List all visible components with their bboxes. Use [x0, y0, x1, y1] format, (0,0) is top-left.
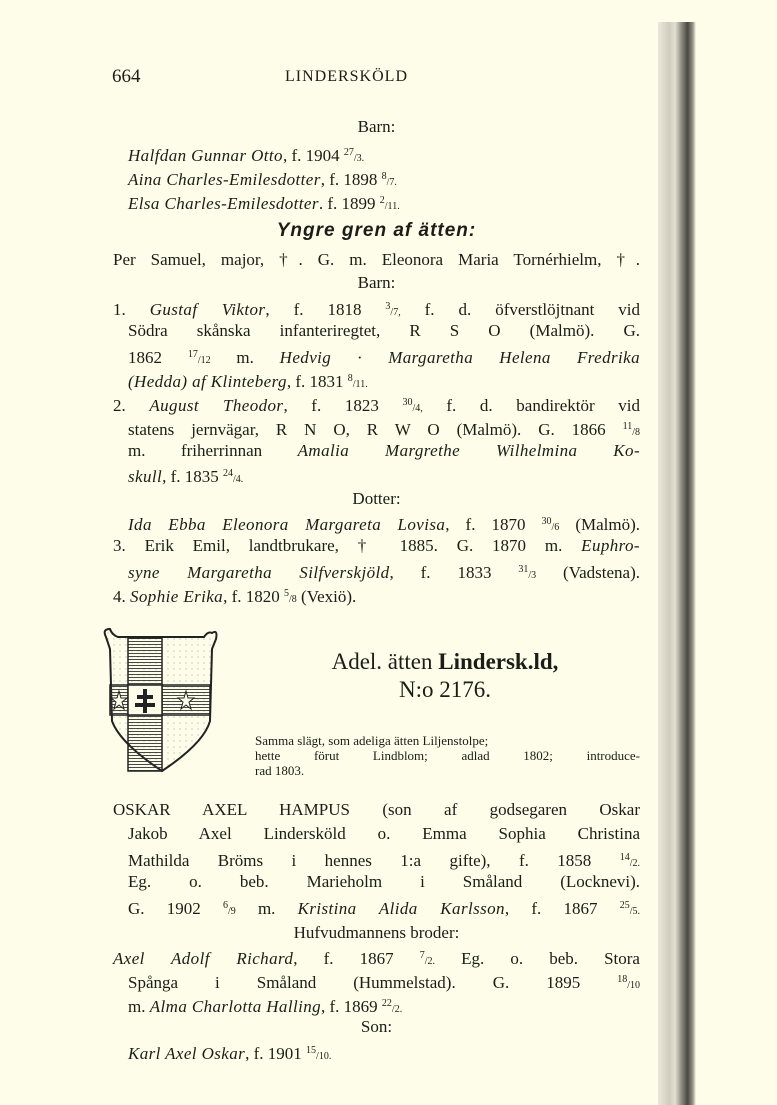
date-fraction: /7.: [386, 177, 397, 188]
text-line: [113, 220, 640, 242]
date-fraction: 18: [617, 974, 628, 985]
text-segment: , f. 1869: [321, 997, 382, 1016]
text-line: [128, 320, 640, 342]
text-segment: , f. 1901: [245, 1044, 307, 1063]
date-fraction: 2: [379, 195, 385, 206]
text-segment: , f. 1835: [162, 467, 224, 486]
text-line: [113, 116, 640, 138]
date-fraction: 8: [381, 171, 387, 182]
text-segment: Barn:: [357, 273, 396, 292]
date-fraction: 8: [347, 373, 353, 384]
date-fraction: 25: [619, 900, 630, 911]
date-fraction: 7: [419, 950, 425, 961]
text-segment: Samma slägt, som adeliga ätten Liljenstolpe;: [255, 733, 489, 748]
name-text: syne Margaretha Silfverskjöld: [128, 563, 390, 582]
text-segment: , f. 1831: [286, 372, 348, 391]
text-segment: OSKAR AXEL HAMPUS (son af godsegaren Oskar: [113, 800, 640, 819]
text-segment: , f. 1867: [504, 899, 620, 918]
date-fraction: /10: [627, 980, 640, 991]
name-text: Halfdan Gunnar Otto: [128, 146, 283, 165]
date-fraction: /5.: [629, 906, 640, 917]
section-heading: Yngre gren af ätten:: [276, 220, 477, 241]
date-fraction: /3: [528, 570, 537, 581]
text-segment: f. d. bandirektör vid: [422, 396, 640, 415]
text-line: [113, 535, 640, 557]
text-segment: G. 1902: [128, 899, 223, 918]
text-segment: N:o 2176.: [399, 677, 491, 702]
page-number: 664: [112, 66, 141, 87]
name-text: skull: [128, 467, 163, 486]
text-segment: m.: [128, 997, 150, 1016]
text-line: [250, 648, 640, 676]
date-fraction: /11.: [384, 201, 400, 212]
text-segment: rad 1803.: [255, 763, 305, 778]
text-line: [128, 895, 640, 923]
date-fraction: /6: [551, 522, 560, 533]
text-segment: m.: [235, 899, 298, 918]
text-segment: 4.: [113, 587, 130, 606]
text-segment: Per Samuel, major, †. G. m. Eleonora Maria Tornérhielm, †.: [113, 250, 640, 269]
text-line: [113, 488, 640, 510]
text-line: [113, 583, 640, 611]
text-segment: , f. 1833: [389, 563, 519, 582]
text-line: [255, 733, 640, 748]
text-segment: , f. 1898: [320, 170, 382, 189]
text-line: [113, 922, 640, 944]
text-segment: Spånga i Småland (Hummelstad). G. 1895: [128, 973, 618, 992]
name-text: Axel Adolf Richard: [113, 949, 294, 968]
date-fraction: /9: [227, 906, 236, 917]
text-segment: Södra skånska infanteriregtet, R S O (Malmö). G.: [128, 321, 640, 340]
text-segment: (Vadstena).: [536, 563, 640, 582]
name-text: Alma Charlotta Halling: [149, 997, 321, 1016]
date-fraction: /4.: [233, 474, 244, 485]
name-text: Gustaf Viktor: [149, 300, 266, 319]
text-line: [113, 799, 640, 821]
text-segment: . f. 1899: [318, 194, 380, 213]
date-fraction: /11.: [352, 379, 368, 390]
text-segment: , f. 1820: [223, 587, 285, 606]
text-line: [128, 823, 640, 845]
date-fraction: /2.: [391, 1004, 403, 1015]
date-fraction: /8: [632, 427, 640, 438]
date-fraction: 24: [223, 468, 234, 479]
coat-of-arms-icon: [100, 625, 222, 775]
date-fraction: 30: [541, 516, 552, 527]
date-fraction: 11: [622, 421, 633, 432]
text-line: [128, 463, 640, 491]
text-segment: m. friherrinnan: [128, 441, 298, 460]
text-segment: Hufvudmannens broder:: [293, 923, 460, 942]
text-segment: , f. 1818: [265, 300, 386, 319]
date-fraction: /4,: [412, 403, 423, 414]
date-fraction: 5: [284, 588, 290, 599]
name-text: August Theodor: [149, 396, 284, 415]
date-fraction: 14: [619, 852, 630, 863]
name-text: Sophie Erika: [130, 587, 224, 606]
text-segment: Jakob Axel Lindersköld o. Emma Sophia Christina: [128, 824, 640, 843]
text-line: [128, 1040, 640, 1068]
text-line: [255, 748, 640, 763]
text-segment: m.: [210, 348, 280, 367]
text-segment: Eg. o. beb. Marieholm i Småland (Locknevi).: [128, 872, 640, 891]
text-line: [113, 272, 640, 294]
page-binding-shadow: [658, 22, 696, 1105]
text-segment: Mathilda Bröms i hennes 1:a gifte), f. 1858: [128, 851, 620, 870]
text-segment: f. d. öfverstlöjtnant vid: [400, 300, 641, 319]
date-fraction: /8: [289, 594, 297, 605]
text-segment: , f. 1823: [283, 396, 403, 415]
name-text: Euphro-: [581, 536, 640, 555]
text-segment: , f. 1904: [282, 146, 344, 165]
date-fraction: /2.: [424, 956, 436, 967]
text-segment: (Vexiö).: [296, 587, 357, 606]
text-segment: 1862: [128, 348, 188, 367]
date-fraction: /7,: [390, 307, 401, 318]
date-fraction: /10.: [316, 1051, 332, 1062]
text-segment: 1.: [113, 300, 150, 319]
name-text: Kristina Alida Karlsson: [297, 899, 505, 918]
text-segment: Adel. ätten: [331, 649, 439, 674]
name-text: (Hedda) af Klinteberg: [128, 372, 287, 391]
date-fraction: 15: [306, 1045, 317, 1056]
date-fraction: 31: [518, 564, 529, 575]
name-text: Karl Axel Oskar: [128, 1044, 246, 1063]
text-segment: , f. 1870: [445, 515, 542, 534]
date-fraction: /3.: [353, 153, 365, 164]
text-line: [128, 440, 640, 462]
running-title: LINDERSKÖLD: [285, 68, 408, 85]
date-fraction: 3: [385, 301, 391, 312]
name-text: Amalia Margrethe Wilhelmina Ko-: [297, 441, 641, 460]
name-text: Elsa Charles-Emilesdotter: [128, 194, 319, 213]
text-segment: , f. 1867: [293, 949, 420, 968]
text-segment: (Malmö).: [559, 515, 641, 534]
date-fraction: 22: [381, 998, 392, 1009]
text-line: [255, 763, 640, 778]
text-segment: Dotter:: [352, 489, 401, 508]
text-segment: Barn:: [357, 117, 396, 136]
text-line: [250, 676, 640, 704]
text-line: [128, 871, 640, 893]
text-line: [128, 190, 640, 218]
text-line: [113, 249, 640, 271]
text-segment: Lindersk.ld,: [438, 649, 559, 674]
text-segment: 2.: [113, 396, 150, 415]
date-fraction: /2.: [629, 858, 640, 869]
text-line: [113, 1016, 640, 1038]
name-text: Aina Charles-Emilesdotter: [128, 170, 321, 189]
date-fraction: 6: [222, 900, 228, 911]
name-text: Hedvig · Margaretha Helena Fredrika: [279, 348, 640, 367]
text-segment: statens jernvägar, R N O, R W O (Malmö). G. 1866: [128, 420, 623, 439]
date-fraction: 30: [402, 397, 413, 408]
date-fraction: /12: [197, 355, 211, 366]
text-segment: Son:: [360, 1017, 393, 1036]
text-segment: 3. Erik Emil, landtbrukare, † 1885. G. 1870 m.: [113, 536, 582, 555]
date-fraction: 27: [343, 147, 354, 158]
text-segment: Eg. o. beb. Stora: [435, 949, 640, 968]
date-fraction: 17: [187, 349, 198, 360]
name-text: Ida Ebba Eleonora Margareta Lovisa: [128, 515, 446, 534]
text-segment: hette förut Lindblom; adlad 1802; introduce-: [255, 748, 640, 763]
